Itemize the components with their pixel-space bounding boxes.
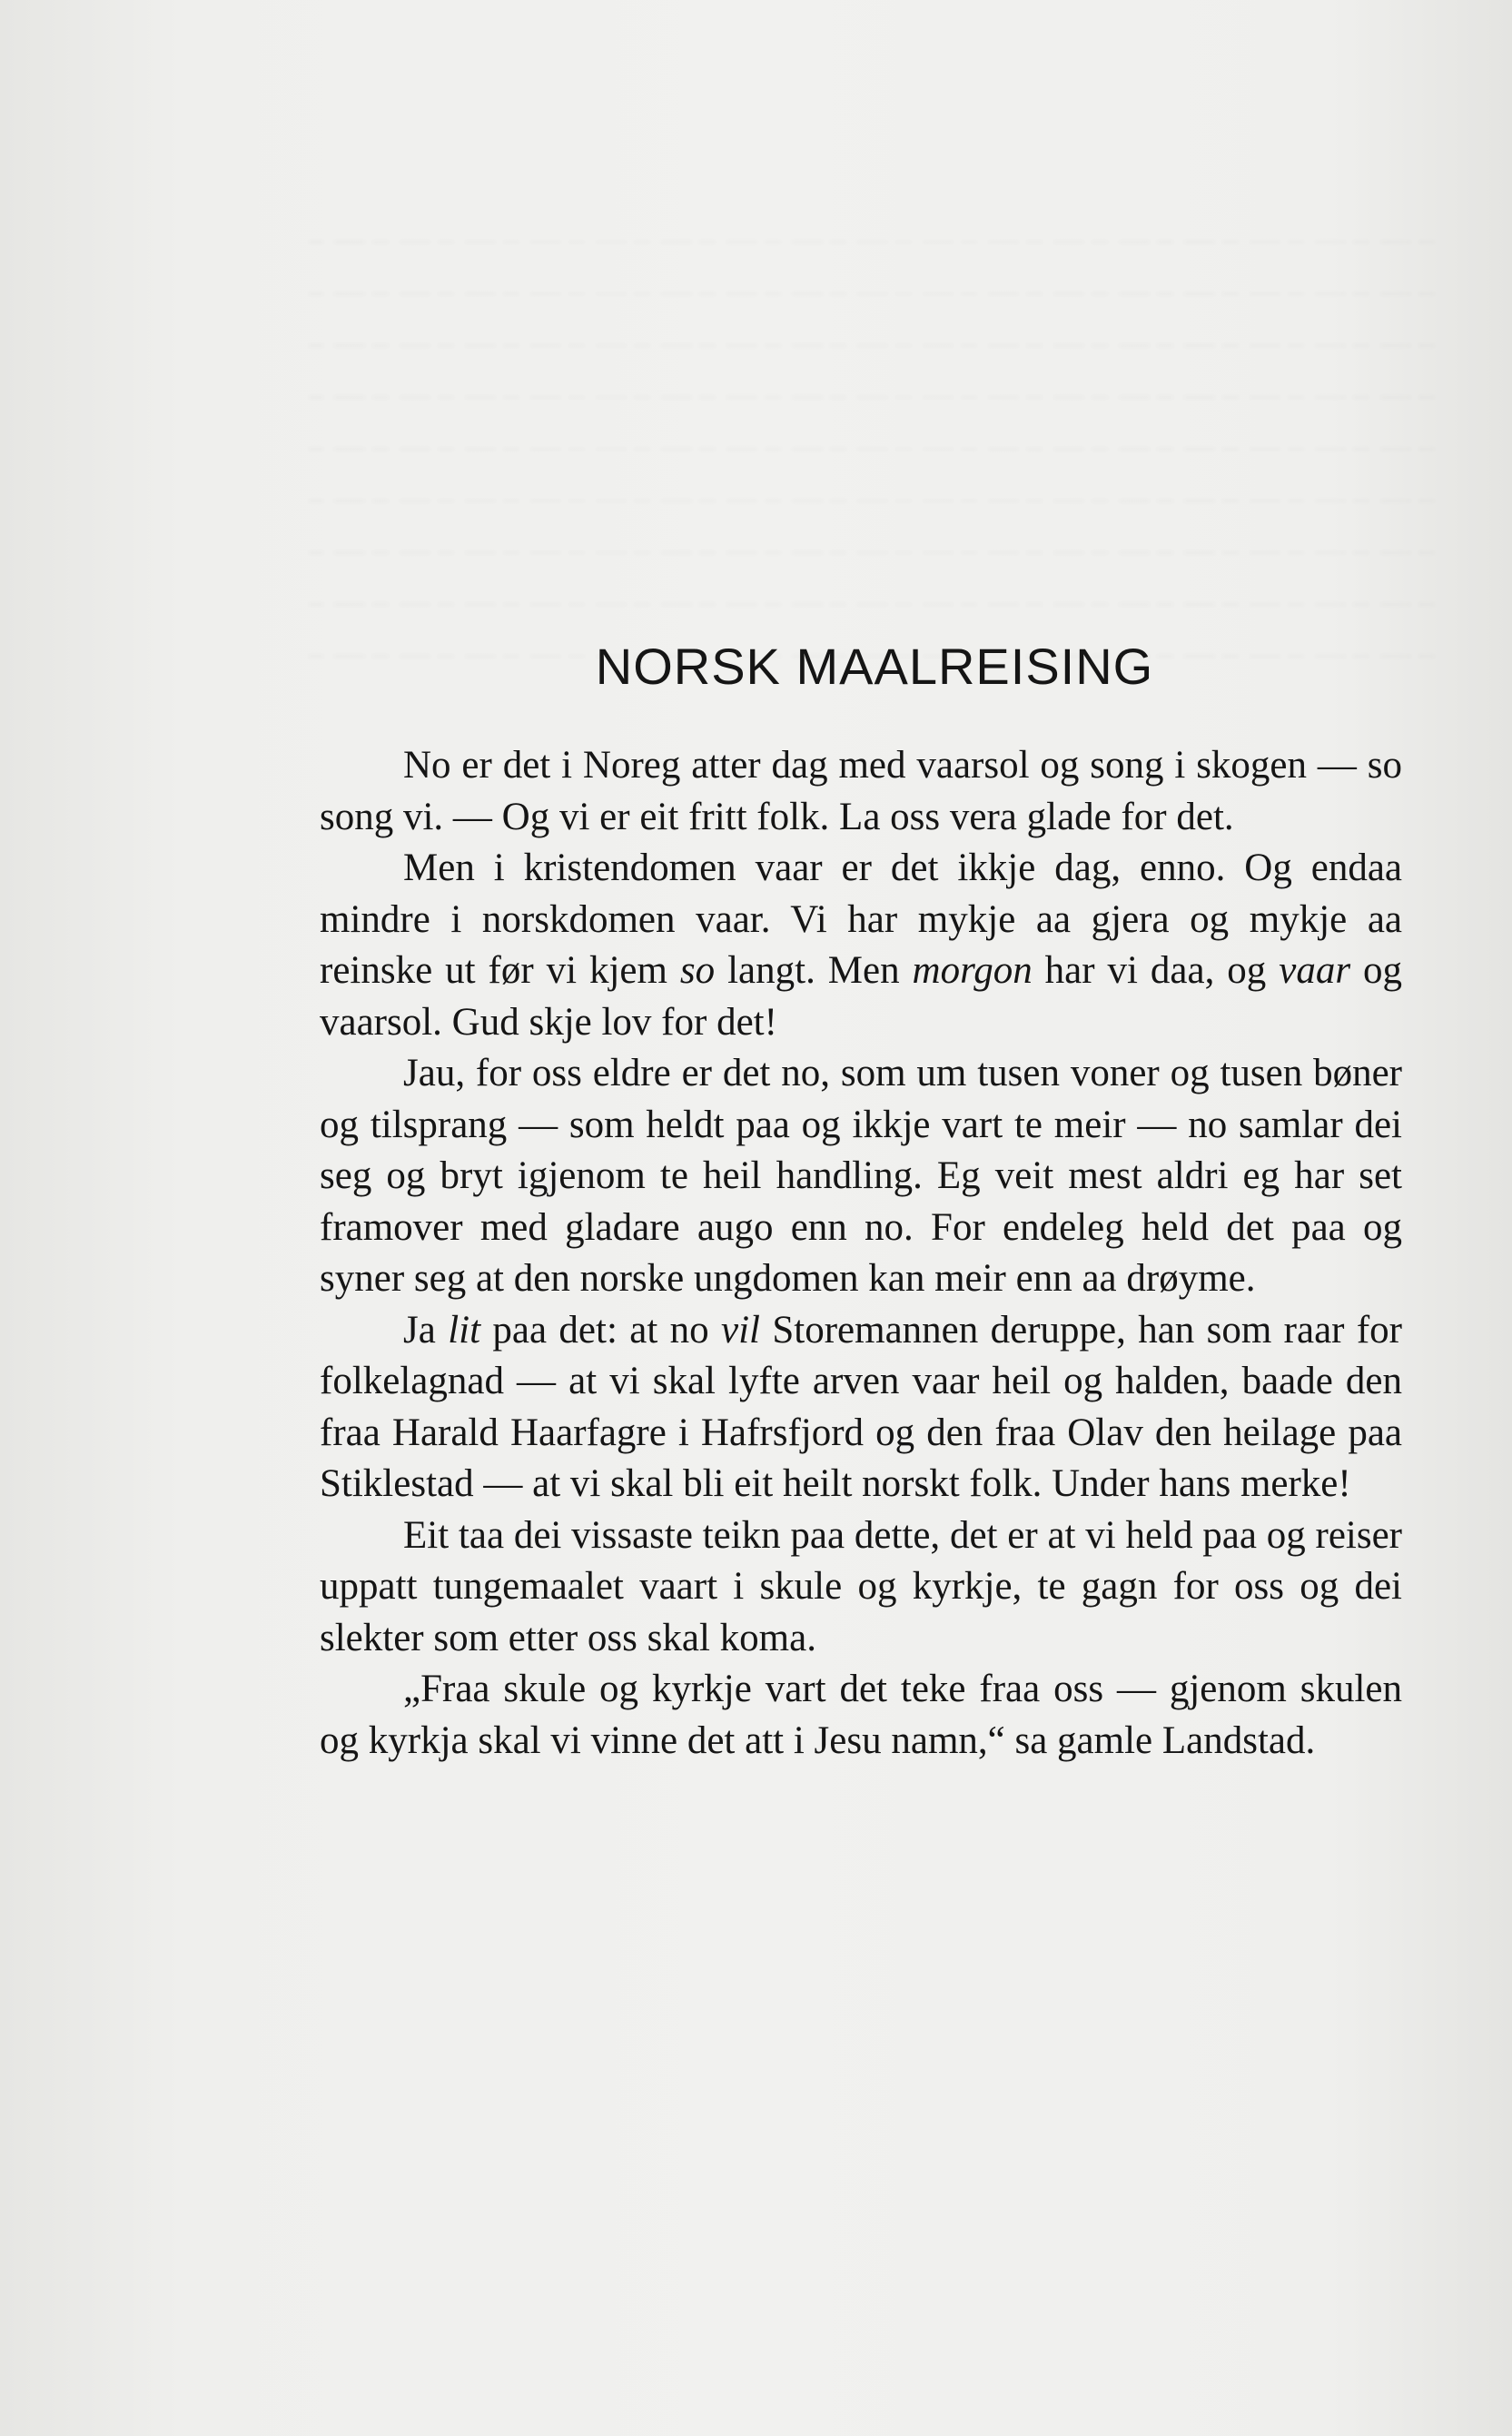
text-span: og vaarsol. Gud skje lov for det! bbox=[320, 949, 1403, 1044]
text-span: Jau, for oss eldre er det no, som um tusen voner og tusen bøner og tilsprang — som heldt paa og ikkje vart te meir — no samlar dei seg og bryt igjenom te heil handling. Eg veit mest aldri eg har set framover med gladare augo enn no. For endeleg held det paa og syner seg at den norske ungdomen kan meir enn aa drøyme. bbox=[320, 1052, 1402, 1301]
text-span: Eit taa dei vissaste teikn paa dette, det er at vi held paa og reiser uppatt tungemaalet vaart i skule og kyrkje, te gagn for oss og dei slekter som etter oss skal koma. bbox=[320, 1513, 1402, 1659]
paragraph-6 bbox=[320, 1664, 1402, 1767]
italic-word: morgon bbox=[912, 949, 1033, 993]
italic-word: vaar bbox=[1279, 949, 1351, 993]
page-title: NORSK MAALREISING bbox=[595, 638, 1154, 695]
text-span: paa det: at no bbox=[480, 1308, 722, 1352]
text-span: Storemannen deruppe, han som raar for folkelagnad — at vi skal lyfte arven vaar heil og halden, baade den fraa Harald Haarfagre i Hafrsfjord og den fraa Olav den heilage paa Stiklestad — at vi skal bli eit heilt norskt folk. Under hans merke! bbox=[320, 1308, 1402, 1506]
text-span: har vi daa, og bbox=[1032, 949, 1280, 993]
paragraph-1 bbox=[320, 740, 1402, 843]
italic-word: lit bbox=[448, 1308, 481, 1352]
text-span: „Fraa skule og kyrkje vart det teke fraa oss — gjenom skulen og kyrkja skal vi vinne det att i Jesu namn,“ sa gamle Landstad. bbox=[320, 1668, 1402, 1762]
text-span: No er det i Noreg atter dag med vaarsol og song i skogen — so song vi. — Og vi er eit fritt folk. La oss vera glade for det. bbox=[320, 744, 1402, 838]
paragraph-2 bbox=[320, 843, 1402, 1048]
italic-word: vil bbox=[721, 1308, 760, 1352]
paragraph-5 bbox=[320, 1510, 1402, 1665]
paragraph-3 bbox=[320, 1048, 1402, 1305]
paragraph-4 bbox=[320, 1305, 1402, 1510]
text-block bbox=[320, 636, 1402, 1767]
text-span: langt. Men bbox=[715, 949, 913, 993]
text-span: Men i kristendomen vaar er det ikkje dag, enno. Og endaa mindre i norskdomen vaar. Vi har mykje aa gjera og mykje aa reinske ut før vi kjem bbox=[320, 847, 1402, 993]
italic-word: so bbox=[679, 949, 716, 993]
text-span: Ja bbox=[403, 1308, 449, 1352]
